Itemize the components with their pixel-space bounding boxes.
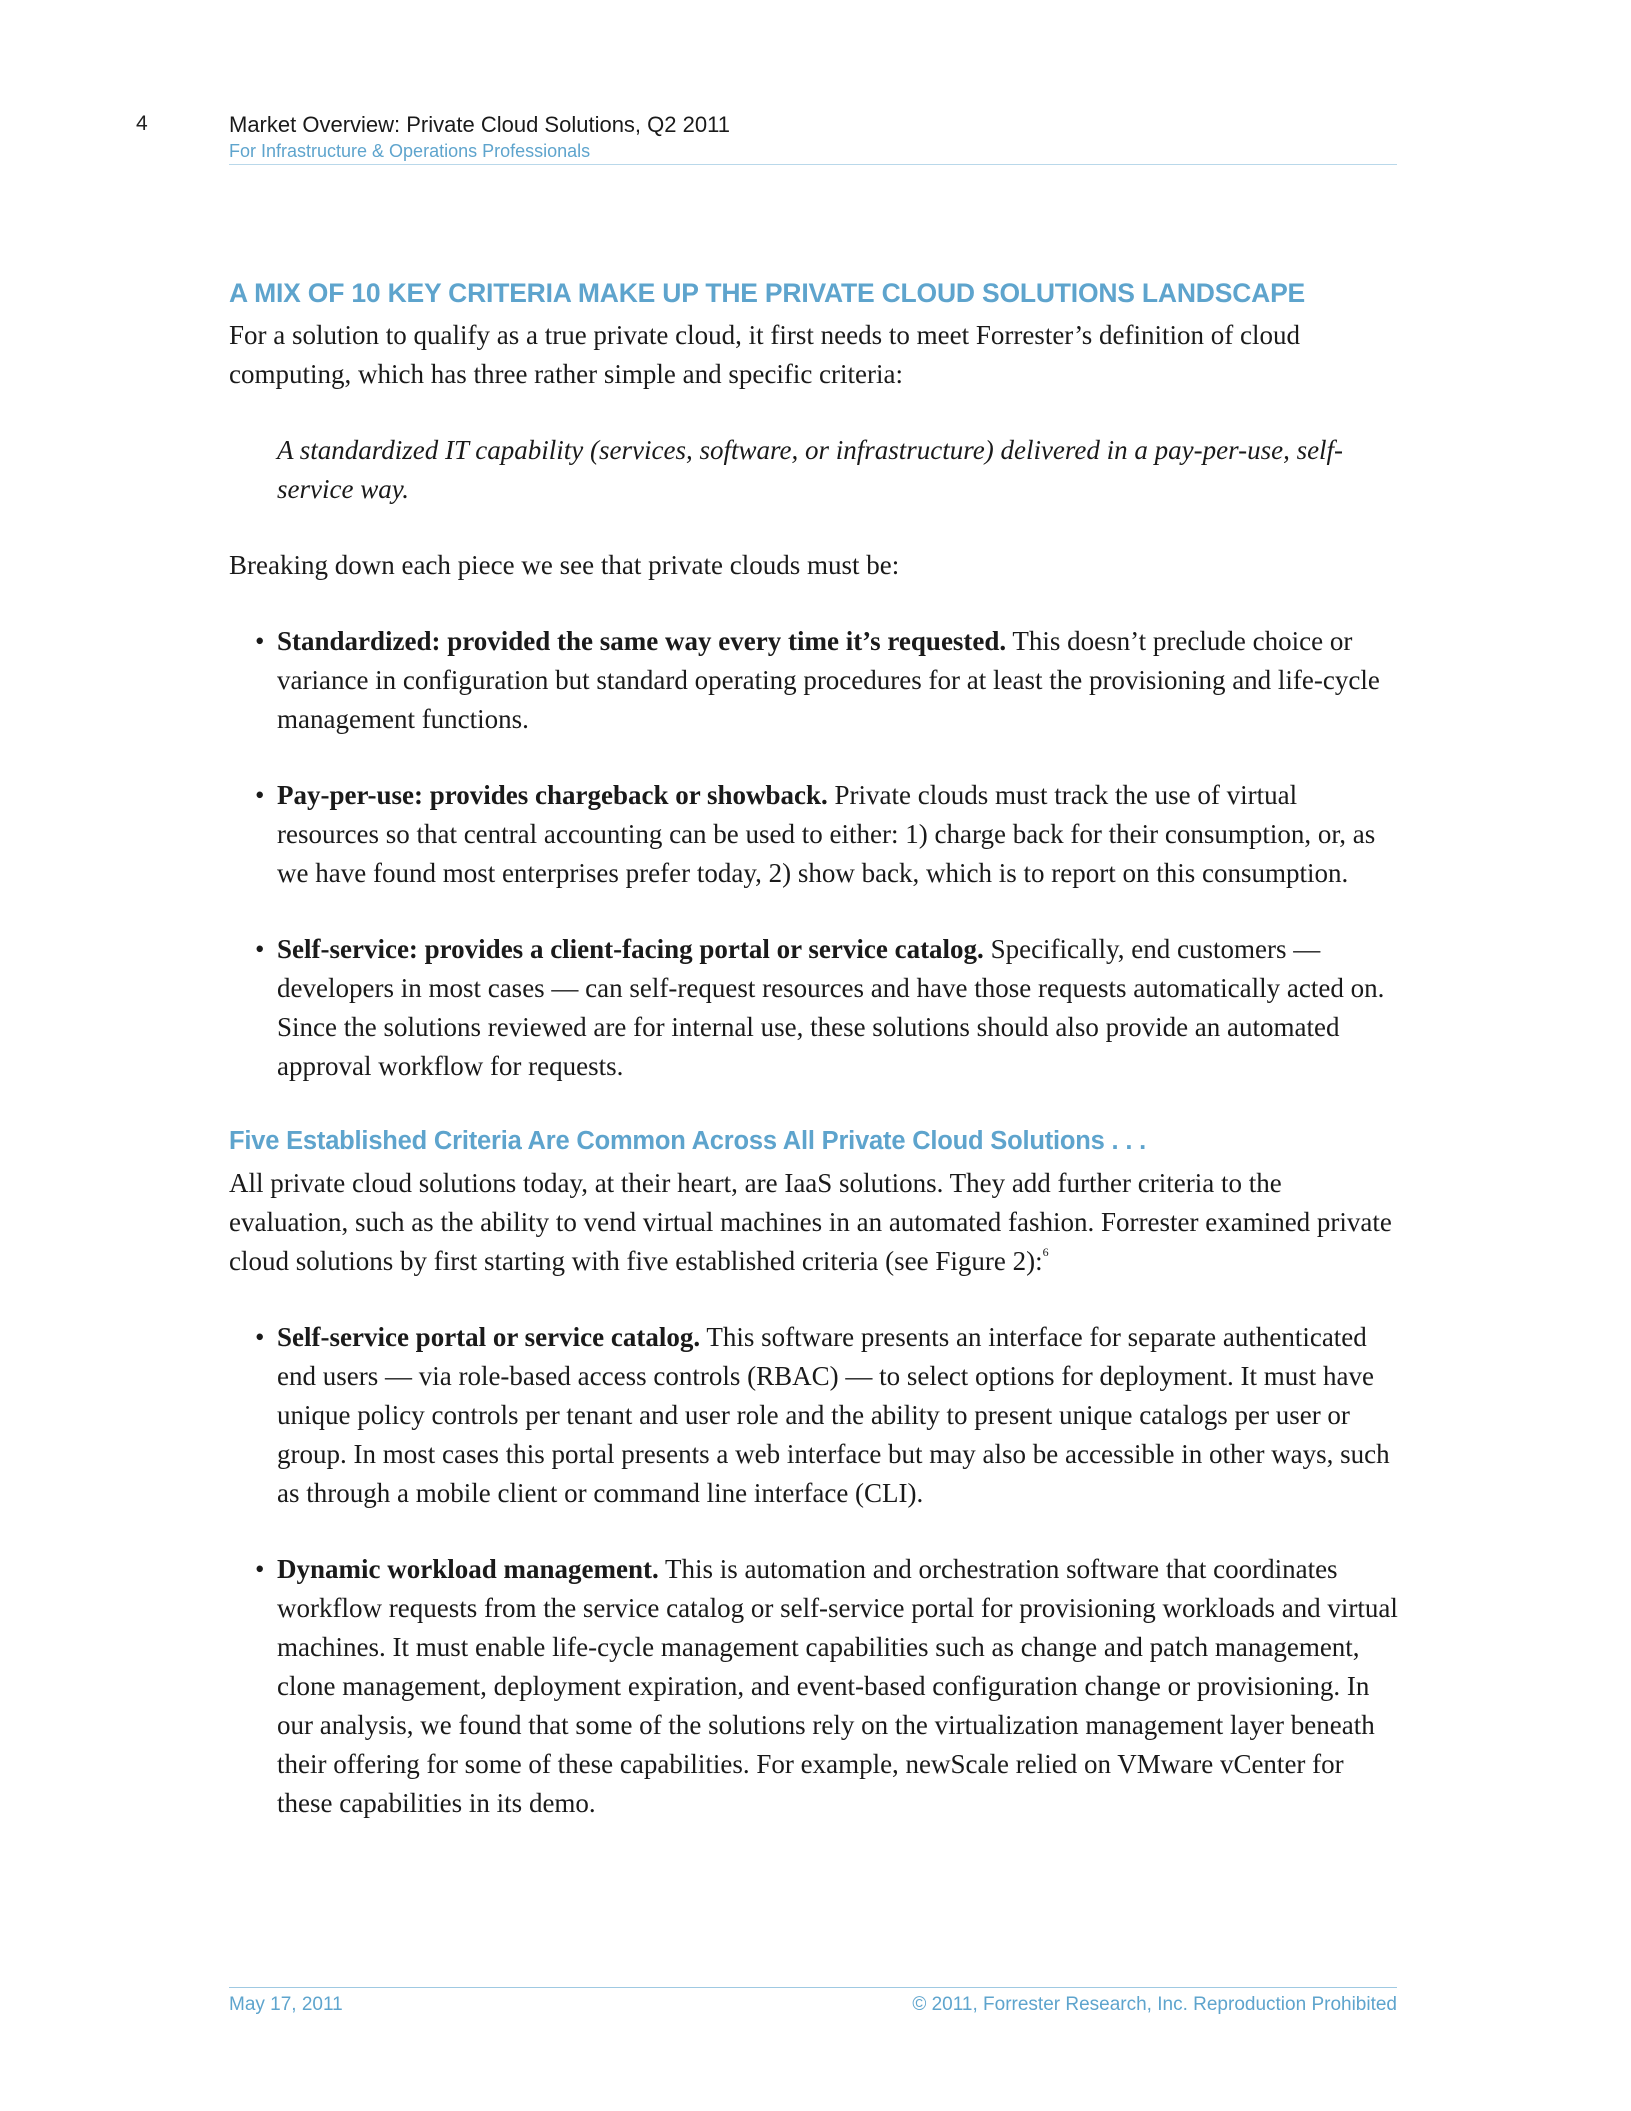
footnote-reference[interactable]: 6 [1042,1245,1049,1259]
list-item-text: This is automation and orchestration software that coordinates workflow requests from the service catalog or self-service portal for provisioning workloads and virtual machines. It must enable life-cycle management capabilities such as change and patch management, clone management, deployment expiration, and event-based configuration change or provisioning. In our analysis, we found that some of the solutions rely on the virtualization management layer beneath their offering for some of these capabilities. For example, newScale relied on VMware vCenter for these capabilities in its demo. [277,1554,1398,1818]
cloud-definition-quote: A standardized IT capability (services, software, or infrastructure) delivered in a pay-per-use, self-service way. [277,435,1344,504]
list-item-text: This software presents an interface for separate authenticated end users — via role-based access controls (RBAC) — to select options for deployment. It must have unique policy controls per tenant and user role and the ability to present unique catalogs per user or group. In most cases this portal presents a web interface but may also be accessible in other ways, such as through a mobile client or command line interface (CLI). [277,1322,1390,1508]
list-item-term: Standardized: provided the same way every time it’s requested. [277,626,1007,656]
list-item [229,930,1399,1086]
list-item [229,622,1399,739]
document-subtitle: For Infrastructure & Operations Professionals [229,141,591,161]
list-item-text: Specifically, end customers — developers in most cases — can self-request resources and have those requests automatically acted on. Since the solutions reviewed are for internal use, these solutions should also provide an automated approval workflow for requests. [277,934,1385,1081]
section-heading-established-criteria: Five Established Criteria Are Common Across All Private Cloud Solutions . . . [229,1127,1146,1155]
paragraph-text: All private cloud solutions today, at their heart, are IaaS solutions. They add further criteria to the evaluation, such as the ability to vend virtual machines in an automated fashion. Forrester examined private cloud solutions by first starting with five established criteria (see Figure 2): [229,1168,1392,1276]
list-item [229,1550,1399,1823]
list-item-term: Self-service portal or service catalog. [277,1322,701,1352]
bullet-icon: • [255,626,265,656]
bullet-icon: • [255,780,265,810]
bullet-icon: • [255,1554,265,1584]
established-criteria-list [229,1318,1399,1823]
page-body [229,276,1399,1860]
bullet-icon: • [255,1322,265,1352]
intro-paragraph: For a solution to qualify as a true private cloud, it first needs to meet Forrester’s definition of cloud computing, which has three rather simple and specific criteria: [229,320,1301,389]
document-title: Market Overview: Private Cloud Solutions, Q2 2011 [229,112,730,137]
list-item [229,776,1399,893]
running-header [229,111,1397,163]
page-number: 4 [136,112,148,135]
list-item-text: Private clouds must track the use of virtual resources so that central accounting can be used to either: 1) charge back for their consumption, or, as we have found most enterprises prefer today, 2) show back, which is to report on this consumption. [277,780,1376,888]
lead-in-paragraph: Breaking down each piece we see that private clouds must be: [229,550,900,580]
established-criteria-paragraph [229,1164,1399,1281]
list-item-term: Self-service: provides a client-facing portal or service catalog. [277,934,984,964]
header-divider [229,164,1397,165]
private-cloud-requirements-list [229,622,1399,1086]
list-item-term: Pay-per-use: provides chargeback or showback. [277,780,828,810]
section-heading-key-criteria: A MIX OF 10 KEY CRITERIA MAKE UP THE PRIVATE CLOUD SOLUTIONS LANDSCAPE [229,278,1306,308]
publication-date: May 17, 2011 [229,1994,343,2015]
list-item [229,1318,1399,1513]
copyright-notice: © 2011, Forrester Research, Inc. Reproduction Prohibited [912,1994,1397,2015]
bullet-icon: • [255,934,265,964]
list-item-text: This doesn’t preclude choice or variance in configuration but standard operating procedures for at least the provisioning and life-cycle management functions. [277,626,1380,734]
footer-divider [229,1987,1397,1988]
list-item-term: Dynamic workload management. [277,1554,659,1584]
